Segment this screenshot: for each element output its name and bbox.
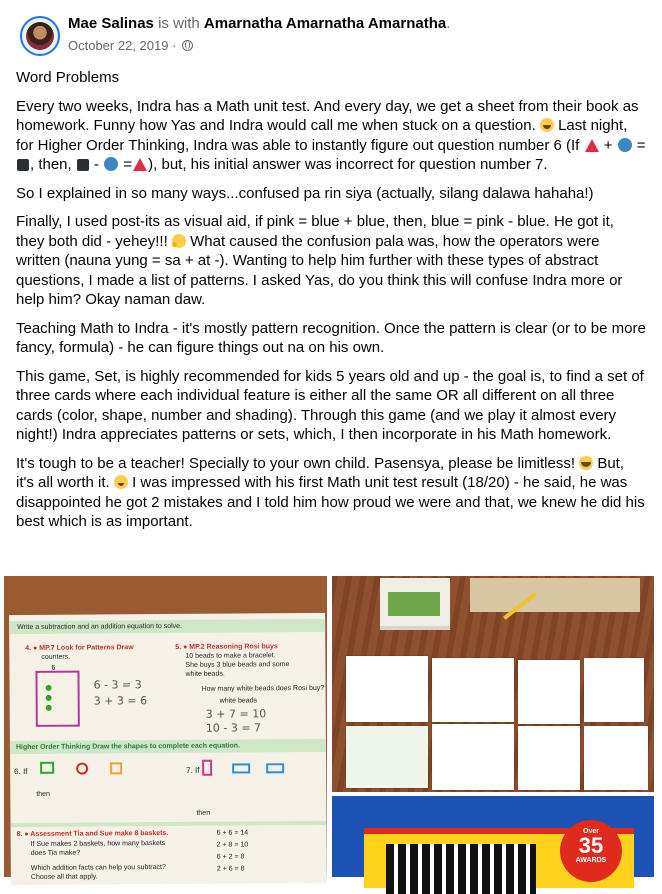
text-span: ), but, his initial answer was incorrect for question number 7.	[148, 156, 548, 173]
blue-circle-icon	[618, 138, 632, 152]
red-triangle-icon	[133, 158, 147, 171]
counter-dot	[46, 705, 52, 711]
pattern-sheet	[518, 726, 580, 790]
text-span: Finally, I used post-its as visual aid, if pink = blue + blue, then, blue = pink - blue. He got it, they both did - yehey!!!	[16, 213, 614, 250]
text-span: I was impressed with his first Math unit test result (18/20) - he said, he was disappointed he got 2 mistakes and I told him how proud we were and that, we knew he did his best which is as important.	[16, 474, 645, 530]
worksheet-q8-line2: If Sue makes 2 baskets, how many baskets	[30, 840, 166, 848]
pattern-sheet	[432, 724, 514, 790]
photo-grid	[0, 576, 662, 881]
smiling-emoji-icon	[114, 475, 128, 489]
avatar[interactable]	[20, 16, 60, 56]
laughing-tears-emoji-icon	[579, 456, 593, 470]
hugging-emoji-icon	[172, 234, 186, 248]
handwritten-equation: 3 + 7 = 10	[205, 707, 267, 721]
worksheet-band	[11, 821, 327, 827]
worksheet-sheet	[346, 726, 428, 788]
text-span: , then,	[30, 156, 76, 173]
grinning-emoji-icon	[540, 118, 554, 132]
worksheet-q4-sub: counters.	[41, 653, 71, 661]
worksheet-q5-unit: white beads	[219, 697, 258, 705]
worksheet-instruction: Write a subtraction and an addition equation to solve.	[17, 622, 183, 632]
post-paragraph-title: Word Problems	[16, 69, 120, 86]
text-span: +	[599, 136, 617, 154]
text-span: =	[119, 156, 133, 173]
worksheet-q5: 5. ● MP.2 Reasoning Rosi buys	[175, 643, 278, 651]
blue-circle-icon	[104, 157, 118, 171]
post-paragraph-teaching: Teaching Math to Indra - it's mostly pattern recognition. Once the pattern is clear (or to be more fancy, formula) - he can figure things out na on his own.	[16, 319, 646, 356]
open-book	[380, 578, 450, 630]
worksheet-q6: 6. If	[14, 766, 28, 777]
post-paragraph-set-game: This game, Set, is highly recommended for kids 5 years old and up - the goal is, to find a set of three cards where each individual feature is either all the same OR all different on all three cards (color, shape, number and shading). Through this game (and we play it almost every night!) Indra appreciates patterns or sets, which, I then incorporate in his Math homework.	[16, 367, 644, 443]
text-span: Last night, for Higher Order Thinking, Indra was able to instantly figure out question number 6 (If	[16, 117, 628, 154]
red-triangle-icon	[585, 139, 599, 152]
tagged-person[interactable]: Amarnatha Amarnatha Amarnatha	[203, 15, 447, 32]
header-line	[68, 15, 450, 32]
handwritten-equation: 3 + 3 = 6	[93, 694, 148, 708]
orange-square-shape	[110, 762, 122, 774]
worksheet-q4: 4. ● MP.7 Look for Patterns Draw	[25, 644, 134, 652]
pattern-sheet	[432, 658, 514, 722]
pink-rectangle-shape	[202, 760, 212, 776]
black-square-icon	[77, 159, 89, 171]
handwritten-equation: 10 - 3 = 7	[205, 721, 262, 735]
worksheet-q8-line5: Choose all that apply.	[30, 873, 98, 881]
counter-dot	[46, 685, 52, 691]
is-with-text: is with	[158, 15, 200, 32]
homework-papers-photo[interactable]	[332, 576, 654, 792]
black-square-icon	[17, 159, 29, 171]
award-badge	[560, 820, 622, 882]
meta-separator: ·	[172, 38, 177, 53]
blue-rectangle-shape	[232, 763, 250, 773]
worksheet-photo[interactable]	[4, 576, 327, 881]
globe-icon[interactable]	[182, 40, 193, 51]
book-illustration	[388, 592, 440, 616]
post-text	[16, 68, 646, 541]
worksheet-sheet	[346, 656, 428, 722]
box-lid	[470, 578, 640, 612]
worksheet-then: then	[196, 809, 211, 817]
award-top-text: Over	[583, 828, 599, 835]
worksheet-paper	[9, 613, 327, 885]
post-paragraph-post-its	[16, 212, 646, 310]
text-span: But, it's all worth it.	[16, 454, 625, 491]
green-triangle-shape	[40, 762, 54, 774]
post-date[interactable]: October 22, 2019	[68, 38, 169, 53]
worksheet-q5-line3: She buys 3 blue beads and some	[185, 661, 290, 669]
text-span: What caused the confusion pala was, how the operators were written (nauna yung = sa + at -). Wanting to help him further with these types of abstract questions, I made a list of patterns. I asked Yas, do you think this will confuse Indra more or help him? Okay naman daw.	[16, 232, 623, 308]
worksheet-q8-line4: Which addition facts can help you subtract?	[30, 864, 166, 872]
worksheet-then: then	[36, 790, 50, 798]
worksheet-q5-question: How many white beads does Rosi buy?	[201, 684, 325, 693]
set-logo	[386, 844, 536, 894]
award-bottom-text: AWARDS	[575, 857, 607, 864]
worksheet-q7: 7. If	[186, 765, 200, 775]
pattern-sheet	[518, 660, 580, 724]
post-paragraph-explained: So I explained in so many ways...confused pa rin siya (actually, silang dalawa hahaha!)	[16, 184, 594, 202]
worksheet-option: 2 + 8 = 10	[216, 841, 249, 849]
handwritten-equation: 6 - 3 = 3	[93, 678, 142, 692]
counter-total: 6	[51, 664, 56, 672]
worksheet-q8-line3: does Tia make?	[30, 849, 81, 857]
worksheet-q8: 8. ● Assessment Tia and Sue make 8 baskets.	[16, 830, 169, 839]
worksheet-option: 6 + 2 = 8	[216, 853, 245, 861]
text-span: -	[89, 156, 104, 173]
pattern-sheet	[584, 726, 648, 790]
red-circle-shape	[76, 763, 88, 775]
set-game-box-photo[interactable]	[332, 796, 654, 877]
worksheet-q5-line4: white beads.	[185, 670, 225, 678]
post-paragraph-intro	[16, 97, 646, 175]
text-span: It's tough to be a teacher! Specially to your own child. Pasensya, please be limitless!	[16, 454, 575, 472]
worksheet-q5-line2: 10 beads to make a bracelet.	[185, 652, 276, 660]
text-span: Every two weeks, Indra has a Math unit test. And every day, we get a sheet from their book as homework. Funny how Yas and Indra would call me when stuck on a question.	[16, 97, 639, 134]
pattern-sheet	[584, 658, 644, 722]
post-paragraph-closing	[16, 454, 646, 532]
higher-order-thinking: Higher Order Thinking Draw the shapes to complete each equation.	[15, 742, 241, 752]
counter-dot	[46, 695, 52, 701]
counter-frame	[35, 671, 79, 727]
profile-photo	[26, 22, 54, 50]
worksheet-option: 6 + 6 = 14	[216, 829, 249, 837]
blue-rectangle-shape	[266, 763, 284, 773]
text-span: =	[632, 136, 646, 154]
post-meta	[68, 38, 193, 53]
header-period: .	[446, 15, 451, 32]
post-header	[20, 14, 650, 58]
award-number: 35	[578, 833, 604, 858]
author-name[interactable]: Mae Salinas	[68, 15, 154, 32]
worksheet-option: 2 + 6 = 8	[216, 865, 245, 873]
